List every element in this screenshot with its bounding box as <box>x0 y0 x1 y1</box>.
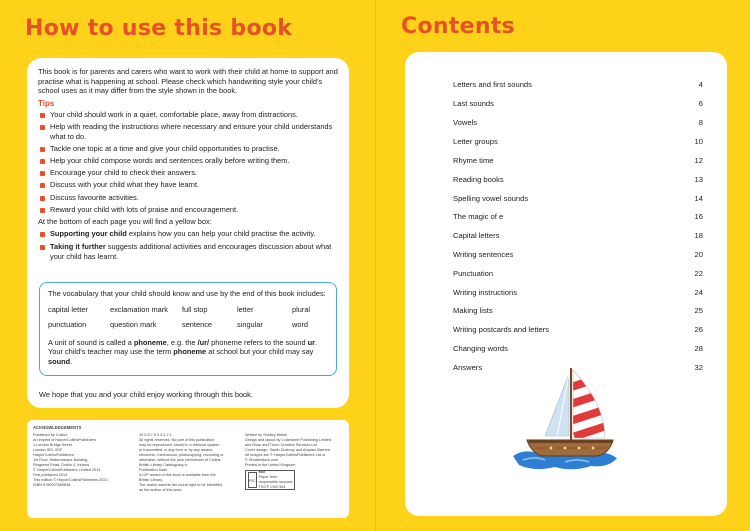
toc-page: 16 <box>694 212 703 221</box>
toc-title: Punctuation <box>453 269 494 278</box>
phoneme-text: . Your child’s teacher may use the term <box>48 337 318 357</box>
vocab-word: sentence <box>182 320 212 330</box>
toc-entry[interactable] <box>453 231 703 241</box>
jib-sail <box>545 374 569 436</box>
tip-item: Help with reading the instructions where necessary and ensure your child understands what to do. <box>38 122 338 141</box>
vocab-word: question mark <box>110 320 157 330</box>
toc-entry[interactable] <box>453 344 703 354</box>
ack-line: All images are © HarperCollinsPublishers Ltd or <box>245 453 326 457</box>
toc-title: Capital letters <box>453 231 500 240</box>
yellow-box-list <box>38 229 338 261</box>
tip-item: Discuss with your child what they have learnt. <box>38 180 338 190</box>
toc-page: 13 <box>694 175 703 184</box>
porthole <box>577 446 581 450</box>
porthole <box>549 446 553 450</box>
toc-page: 10 <box>694 137 703 146</box>
tip-item: Encourage your child to check their answers. <box>38 168 338 178</box>
phoneme-text: , e.g. the <box>166 337 198 347</box>
ack-column-1 <box>33 433 137 493</box>
toc-page: 20 <box>694 250 703 259</box>
toc-page: 18 <box>694 231 703 240</box>
toc-title: Making lists <box>453 306 493 315</box>
ack-line: British Library Cataloguing in <box>139 463 188 467</box>
contents-title: Contents <box>401 14 516 39</box>
box-name: Taking it further <box>50 241 106 251</box>
page-title: How to use this book <box>25 16 293 41</box>
yellow-box-intro: At the bottom of each page you will find a yellow box: <box>38 216 212 226</box>
toc-title: The magic of e <box>453 212 504 221</box>
tips-heading: Tips <box>38 98 55 108</box>
ack-line: First published 2014 <box>33 473 68 477</box>
ack-line: 1st Floor, Watermarque Building, <box>33 458 89 462</box>
yellow-box-item <box>38 229 338 239</box>
how-to-card <box>27 58 349 408</box>
vocab-word: word <box>292 320 309 330</box>
ack-line: as the author of this work. <box>139 488 183 492</box>
ack-line: This edition © HarperCollinsPublishers 2022 <box>33 478 108 482</box>
ack-line: An imprint of HarperCollinsPublishers <box>33 438 97 442</box>
closing-text: We hope that you and your child enjoy working through this book. <box>39 390 253 399</box>
toc-page: 24 <box>694 288 703 297</box>
toc-title: Answers <box>453 363 483 372</box>
tip-item: Discuss favourite activities. <box>38 193 338 203</box>
toc-title: Writing instructions <box>453 288 518 297</box>
ack-line: British Library. <box>139 478 163 482</box>
toc-title: Vowels <box>453 118 478 127</box>
ack-line: © HarperCollinsPublishers Limited 2014 <box>33 468 101 472</box>
porthole <box>563 446 567 450</box>
fsc-text <box>259 470 293 490</box>
yellow-box-item <box>38 242 338 261</box>
toc-entry[interactable] <box>453 156 703 166</box>
toc-page: 8 <box>698 118 703 127</box>
phoneme-text: . <box>70 356 73 366</box>
toc-entry[interactable] <box>453 269 703 279</box>
toc-entry[interactable] <box>453 137 703 147</box>
toc-entry[interactable] <box>453 212 703 222</box>
toc-page: 32 <box>694 363 703 372</box>
ack-line: The author asserts her moral right to be identified <box>139 483 222 487</box>
phoneme-bold: /ur/ <box>197 337 210 347</box>
toc-entry[interactable] <box>453 175 703 185</box>
acknowledgements-title: ACKNOWLEDGEMENTS <box>33 425 82 430</box>
ack-line: otherwise, without the prior permission of Collins. <box>139 458 222 462</box>
phoneme-bold: ur <box>307 337 316 347</box>
vocab-word: capital letter <box>48 304 88 314</box>
ack-line: Publication Data <box>139 468 167 472</box>
ack-line: electronic, mechanical, photocopying, recording or <box>139 453 224 457</box>
toc-entry[interactable] <box>453 194 703 204</box>
acknowledgements-columns <box>33 433 343 493</box>
tip-item: Reward your child with lots of praise and encouragement. <box>38 205 338 215</box>
contents-card <box>405 52 727 516</box>
tips-list <box>38 110 338 214</box>
phoneme-note <box>48 338 328 367</box>
vocabulary-intro: The vocabulary that your child should know and use by the end of this book includes: <box>48 289 326 298</box>
acknowledgements-box <box>27 420 349 518</box>
vocabulary-list <box>48 305 328 330</box>
fsc-badge <box>245 470 295 490</box>
toc-entry[interactable] <box>453 325 703 335</box>
ack-line: Ringsend Road, Dublin 4, Ireland <box>33 463 89 467</box>
hull-rim <box>529 440 613 443</box>
ack-line: HarperCollinsPublishers <box>33 453 74 457</box>
toc-page: 6 <box>698 99 703 108</box>
vocab-word: punctuation <box>48 320 87 330</box>
phoneme-text: at school but your child may say <box>206 347 314 357</box>
toc-title: Letters and first sounds <box>453 80 532 89</box>
phoneme-text: phoneme refers to the sound <box>209 337 308 347</box>
vocabulary-box <box>39 282 337 376</box>
phoneme-text: A unit of sound is called a <box>48 337 134 347</box>
ack-column-2 <box>139 433 243 493</box>
toc-title: Writing sentences <box>453 250 514 259</box>
ack-column-3 <box>245 433 345 493</box>
toc-entry[interactable] <box>453 118 703 128</box>
porthole <box>591 446 595 450</box>
intro-text: This book is for parents and carers who want to work with their child at home to support and practise what is happening at school. Please check which handwriting style your child’s school uses as it may differ from the style shown in the book. <box>38 67 338 96</box>
toc-title: Last sounds <box>453 99 494 108</box>
toc-page: 22 <box>694 269 703 278</box>
ack-line: 1 London Bridge Street <box>33 443 73 447</box>
ack-line: Design and layout by Lodestone Publishing Limited <box>245 438 332 442</box>
phoneme-bold: phoneme <box>173 347 207 357</box>
ack-line: All rights reserved. No part of this publication <box>139 438 215 442</box>
toc-page: 4 <box>698 80 703 89</box>
ack-line: Printed in the United Kingdom <box>245 463 296 467</box>
ack-line: Cover design: Sarah Duxbury and Amparo Barrera <box>245 448 331 452</box>
ack-line: Published by Collins <box>33 433 68 437</box>
toc-entry[interactable] <box>453 288 703 298</box>
toc-title: Writing postcards and letters <box>453 325 550 334</box>
tip-item: Help your child compose words and sentences orally before writing them. <box>38 156 338 166</box>
vocab-word: plural <box>292 304 311 314</box>
toc-title: Reading books <box>453 175 504 184</box>
toc-title: Changing words <box>453 344 508 353</box>
fsc-line: Paper from <box>258 475 278 479</box>
fsc-line: MIX <box>258 470 266 474</box>
phoneme-bold: sound <box>48 356 71 366</box>
ack-line: © Shutterstock.com <box>245 458 279 462</box>
toc-page: 14 <box>694 194 703 203</box>
vocab-word: exclamation mark <box>110 304 168 314</box>
toc-title: Rhyme time <box>453 156 494 165</box>
sailboat-illustration <box>505 364 620 474</box>
box-description: explains how you can help your child practise the activity. <box>126 229 316 239</box>
toc-entry[interactable] <box>453 80 703 90</box>
toc-title: Letter groups <box>453 137 498 146</box>
tip-item: Tackle one topic at a time and give your child opportunities to practise. <box>38 144 338 154</box>
ack-line: London SE1 9GF <box>33 448 63 452</box>
vocab-word: full stop <box>182 304 208 314</box>
toc-page: 26 <box>694 325 703 334</box>
vocab-word: singular <box>237 320 263 330</box>
ack-line: A CIP record of this book is available from the <box>139 473 216 477</box>
vocab-word: letter <box>237 304 254 314</box>
box-name: Supporting your child <box>50 229 127 239</box>
tip-item: Your child should work in a quiet, comfortable place, away from distractions. <box>38 110 338 120</box>
ack-line: Written by Shelley Welsh <box>245 433 288 437</box>
toc-title: Spelling vowel sounds <box>453 194 529 203</box>
fsc-line: responsible sources <box>258 480 293 484</box>
toc-entry[interactable] <box>453 250 703 260</box>
fsc-line: FSC® C007454 <box>258 485 286 489</box>
ack-line: and Rose and Thorn Creative Services Ltd <box>245 443 317 447</box>
toc-entry[interactable] <box>453 306 703 316</box>
toc-entry[interactable] <box>453 99 703 109</box>
toc-page: 12 <box>694 156 703 165</box>
fsc-tree-icon: FSC <box>248 472 257 488</box>
toc-page: 25 <box>694 306 703 315</box>
box-description: suggests additional activities and encourages discussion about what your child has learnt. <box>50 241 332 261</box>
ack-line: or transmitted, in any form or by any means, <box>139 448 214 452</box>
ack-line: 10 9 8 7 6 5 4 3 2 1 <box>139 433 172 437</box>
ack-line: ISBN 9780007559848 <box>33 483 71 487</box>
ack-line: may be reproduced, stored in a retrieval system, <box>139 443 221 447</box>
toc-page: 28 <box>694 344 703 353</box>
right-page <box>375 0 750 531</box>
phoneme-bold: phoneme <box>133 337 167 347</box>
